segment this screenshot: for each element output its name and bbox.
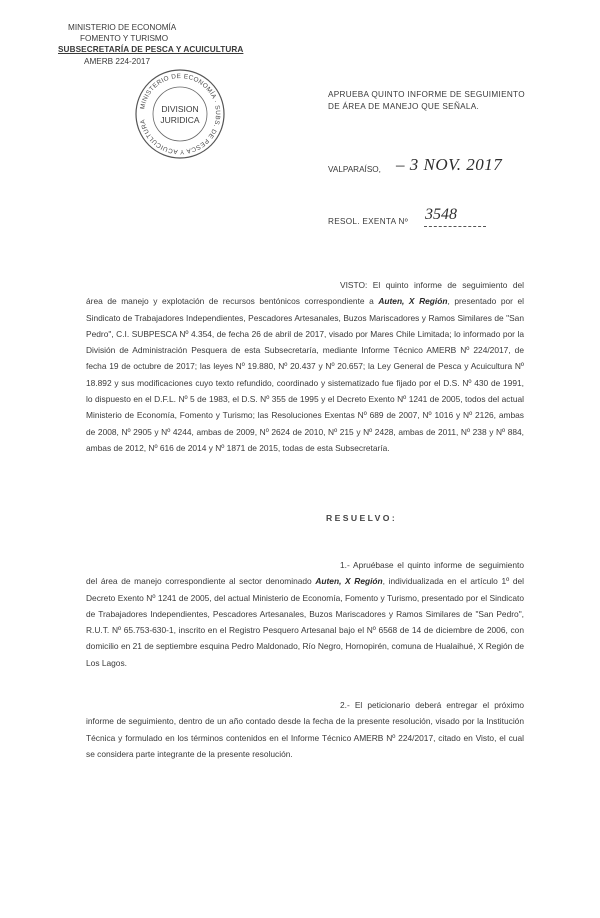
visto-paragraph [86,277,524,456]
resolution-point-1 [86,557,524,671]
visto-sector-name: Auten, X Región [378,296,448,307]
dateline-city: VALPARAÍSO, [328,165,381,174]
subject-line-1: APRUEBA QUINTO INFORME DE SEGUIMIENTO [328,90,525,99]
stamp-ring-text: MINISTERIO DE ECONOMÍA · SUBS. DE PESCA Y ACUICULTURA [139,72,222,156]
subject-line-2: DE ÁREA DE MANEJO QUE SEÑALA. [328,102,480,111]
resolution-number-line [328,206,578,232]
letterhead-ministry: MINISTERIO DE ECONOMÍA [68,23,177,32]
dateline [328,155,578,181]
point1-lead: 1.- Apruébase el quinto informe de seguimiento del área de manejo correspondiente al sector denominado [86,560,524,587]
point1-rest: , individualizada en el artículo 1º del Decreto Exento Nº 1241 de 2005, del actual Ministerio de Economía, Fomento y Turismo, presentado por el Sindicato de Trabajadores Independientes, Pescadores Artesanales, Buzos Mariscadores y Ramos Similares de "San Pedro", R.U.T. Nº 65.753-630-1, inscrito en el Registro Pesquero Artesanal bajo el Nº 6568 de 14 de diciembre de 2006, con domicilio en 21 de septiembre esquina Pedro Maldonado, Río Negro, Hornopirén, comuna de Hualaihué, X Región de Los Lagos. [86,576,524,668]
resolution-subject [328,89,568,113]
letterhead-reference: AMERB 224-2017 [84,56,150,66]
stamp-center-line2: JURIDICA [160,115,200,125]
division-juridica-stamp [132,66,228,162]
letterhead-subsecretariat: SUBSECRETARÍA DE PESCA Y ACUICULTURA [58,45,244,55]
stamp-center-line1: DIVISION [161,104,199,114]
resolution-label: RESOL. EXENTA Nº [328,217,408,226]
resolution-point-2 [86,697,524,762]
letterhead-ministry-cont: FOMENTO Y TURISMO [80,34,169,44]
resolution-number: 3548 [425,206,457,223]
visto-lead: VISTO: El quinto informe de seguimiento del área de manejo y explotación de recursos bentónicos correspondiente a [86,280,524,307]
point1-sector-name: Auten, X Región [315,576,383,587]
visto-rest: , presentado por el Sindicato de Trabajadores Independientes, Pescadores Artesanales, Buzos Mariscadores y Ramos Similares de "San Pedro", C.I. SUBPESCA Nº 4.354, de fecha 26 de abril de 2017, visado por Mares Chile Limitada; lo informado por la División de Administración Pesquera de esta Subsecretaría, mediante Informe Técnico AMERB Nº 224/2017, de fecha 19 de octubre de 2017; las leyes Nº 19.880, Nº 20.437 y Nº 20.657; la Ley General de Pesca y Acuicultura Nº 18.892 y sus modificaciones cuyo texto refundido, coordinado y sistematizado fue fijado por el D.S. Nº 430 de 1991, lo dispuesto en el D.F.L. Nº 5 de 1983, el D.S. Nº 355 de 1995 y el Decreto Exento Nº 1241 de 2005, todos del actual Ministerio de Economía, Fomento y Turismo; las Resoluciones Exentas Nº 689 de 2007, Nº 1016 y Nº 2126, ambas de 2008, Nº 2905 y Nº 4244, ambas de 2009, Nº 2624 de 2010, Nº 215 y Nº 2428, ambas de 2011, Nº 238 y Nº 884, ambas de 2012, Nº 616 de 2014 y Nº 1871 de 2015, todas de esta Subsecretaría. [86,296,524,453]
letterhead [58,22,258,67]
point2-text: 2.- El peticionario deberá entregar el próximo informe de seguimiento, dentro de un año contado desde la fecha de la presente resolución, visado por la Institución Técnica y formulado en los términos contenidos en el Informe Técnico AMERB Nº 224/2017, citado en Visto, el cual se considera parte integrante de la presente resolución. [86,700,524,759]
resuelvo-heading: RESUELVO: [326,513,398,523]
resolution-number-underline [424,226,486,227]
dateline-stamped-date: – 3 NOV. 2017 [396,155,503,174]
